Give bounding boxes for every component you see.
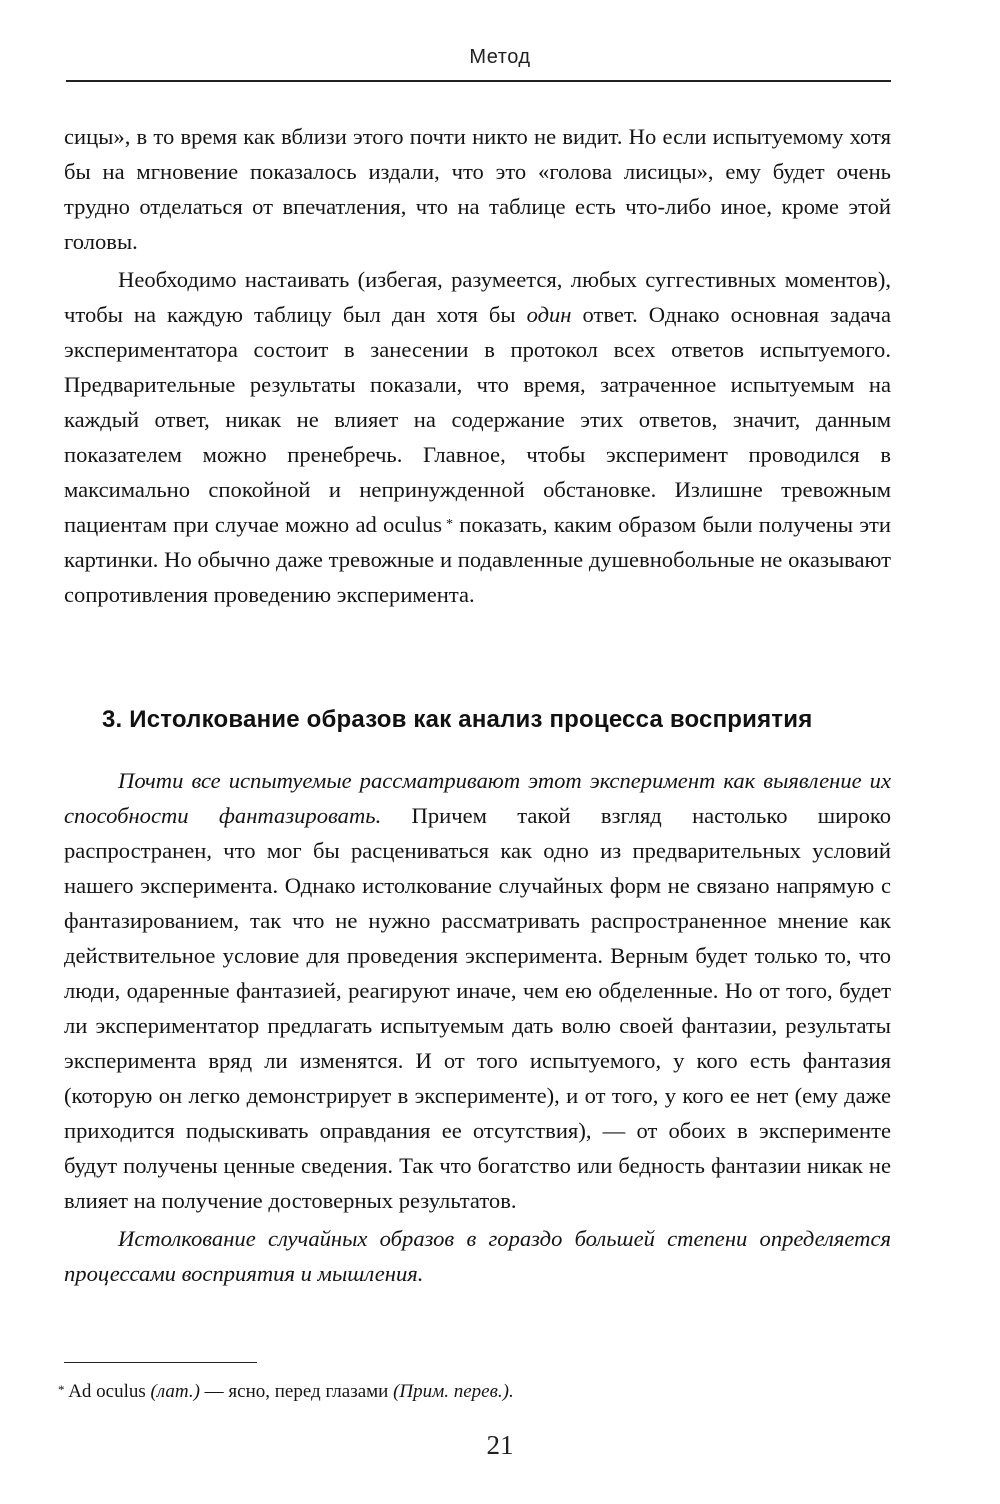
- section-heading: 3. Истолкование образов как анализ процесса восприятия: [102, 706, 813, 733]
- paragraph-text: Причем такой взгляд настолько широко распространен, что мог бы расцениваться как одно из предварительных условий нашего эксперимента. Однако истолкование случайных форм не связано напрямую с фантазированием, так что не нужно рассматривать распространенное мнение как действительное условие для проведения эксперимента. Верным будет только то, что люди, одаренные фантазией, реагируют иначе, чем ею обделенные. Но от того, будет ли экспериментатор предлагать испытуемым дать волю своей фантазии, результаты эксперимента вряд ли изменятся. И от того испытуемого, у кого есть фантазия (которую он легко демонстрирует в эксперименте), и от того, у кого ее нет (ему даже приходится подыскивать оправдания ее отсутствия), — от обоих в эксперименте будут получены ценные сведения. Так что богатство или бедность фантазии никак не влияет на получение достоверных результатов.: [64, 803, 891, 1213]
- emphasis-sentence: Почти все испытуемые рассматривают этот эксперимент как выявление их способности фантазировать.: [64, 768, 891, 828]
- running-header: Метод: [469, 46, 531, 68]
- emphasis-sentence: Истолкование случайных образов в гораздо большей степени определяется процессами восприятия и мышления.: [64, 1226, 891, 1286]
- paragraph-instructions: [64, 262, 891, 612]
- footnote-lang: (лат.): [150, 1381, 200, 1402]
- footnote-mark: *: [58, 1382, 65, 1397]
- footnote-text: — ясно, перед глазами: [199, 1381, 394, 1402]
- footnote-term: Ad oculus: [68, 1381, 146, 1402]
- footnote-note: (Прим. перев.).: [393, 1381, 514, 1402]
- body-text-top: [64, 119, 891, 612]
- page-number: 21: [486, 1430, 514, 1460]
- paragraph-conclusion: [64, 1221, 891, 1291]
- body-text-bottom: [64, 763, 891, 1291]
- paragraph-text: Необходимо настаивать (избегая, разумеется, любых суггестивных моментов), чтобы на каждую таблицу был дан хотя бы: [64, 267, 891, 327]
- paragraph-text: показать, каким образом были получены эти картинки. Но обычно даже тревожные и подавленные душевнобольные не оказывают сопротивления проведению эксперимента.: [64, 512, 891, 607]
- footnote-reference-mark: *: [446, 517, 454, 532]
- paragraph-fantasy: [64, 763, 891, 1218]
- paragraph-text: ответ. Однако основная задача экспериментатора состоит в занесении в протокол всех ответов испытуемого. Предварительные результаты показали, что время, затраченное испытуемым на каждый ответ, никак не влияет на содержание этих ответов, значит, данным показателем можно пренебречь. Главное, чтобы эксперимент проводился в максимально спокойной и непринужденной обстановке. Излишне тревожным пациентам при случае можно ad oculus: [64, 302, 891, 537]
- footnote-rule: [64, 1362, 257, 1363]
- paragraph-continued: сицы», в то время как вблизи этого почти никто не видит. Но если испытуемому хотя бы на мгновение показалось издали, что это «голова лисицы», ему будет очень трудно отделаться от впечатления, что на таблице есть что-либо иное, кроме этой головы.: [64, 124, 891, 254]
- emphasis-word: один: [526, 302, 572, 327]
- footnote: [58, 1379, 898, 1405]
- header-rule: [66, 80, 891, 82]
